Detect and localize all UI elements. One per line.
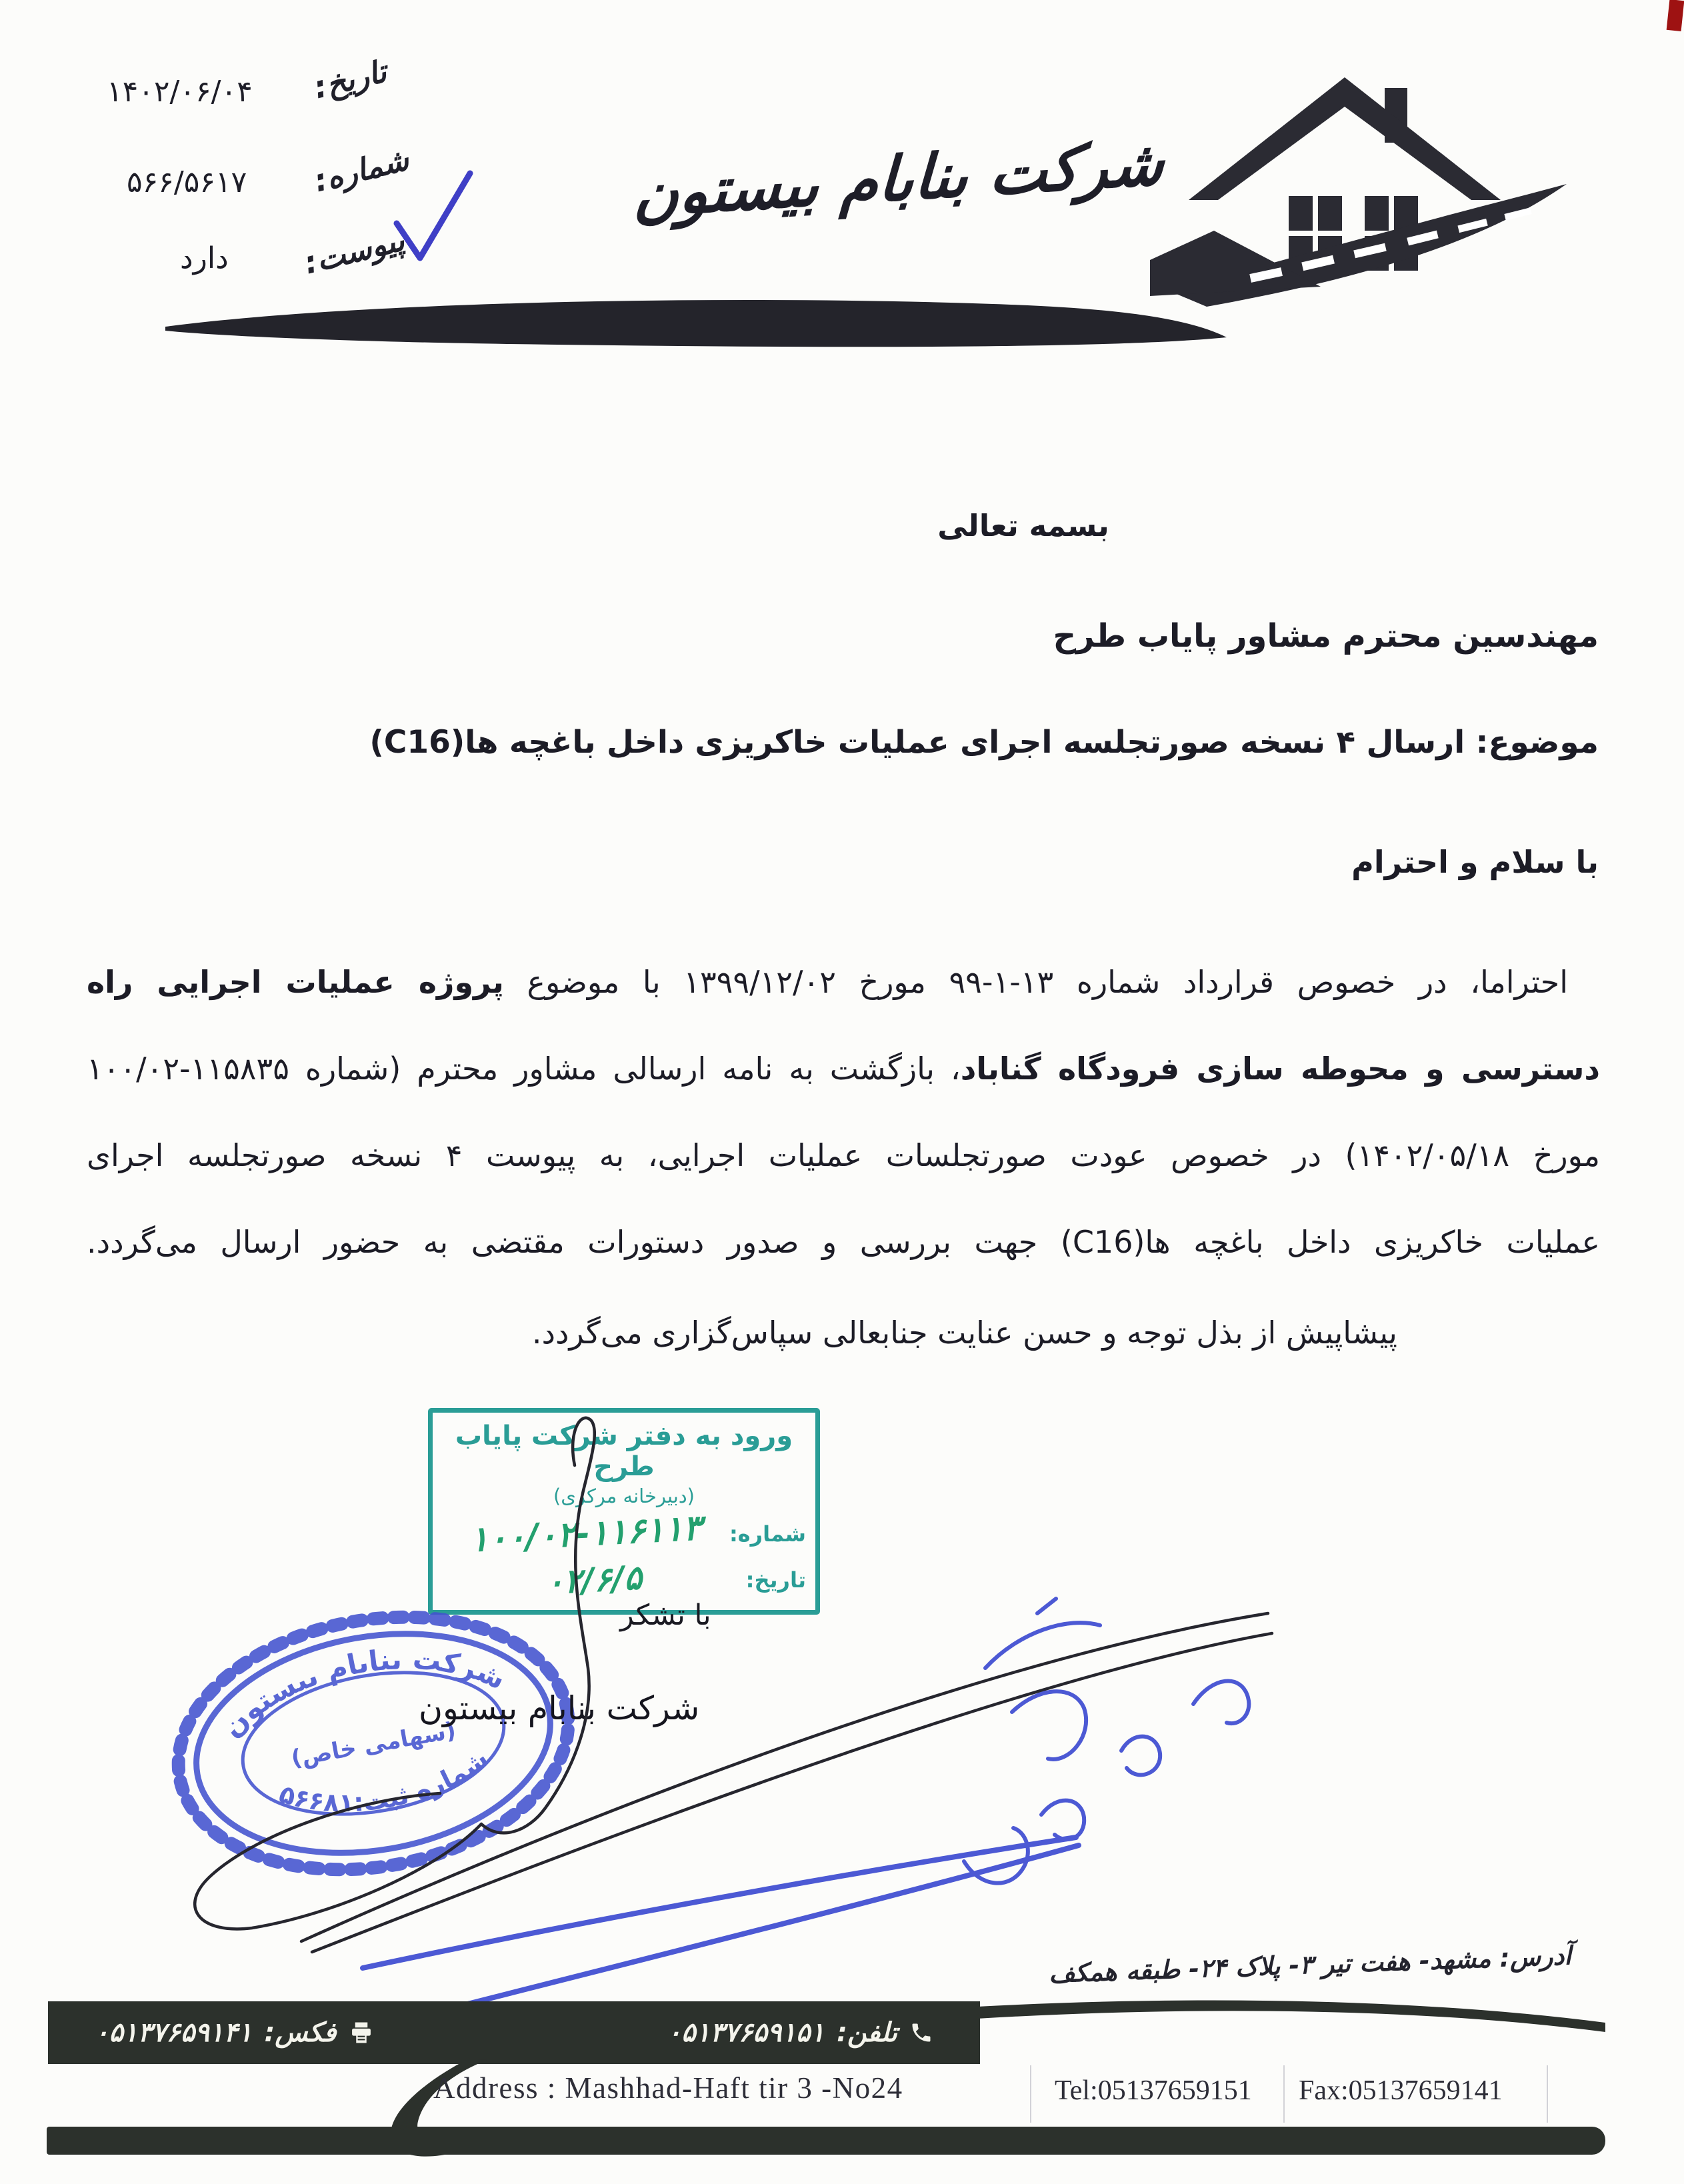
footer-divider-3	[1547, 2065, 1548, 2123]
recipient-line: مهندسین محترم مشاور پایاب طرح	[1053, 617, 1599, 655]
closing-line: پیشاپیش از بذل توجه و حسن عنایت جنابعالی سپاس‌گزاری می‌گردد.	[531, 1315, 1397, 1351]
signer-company-line: شرکت بنابام بیستون	[419, 1689, 700, 1727]
checkmark-icon	[390, 167, 477, 267]
footer-bar	[48, 2001, 980, 2064]
footer-address-en: Address : Mashhad-Haft tir 3 -No24	[433, 2071, 903, 2105]
body-line-1-text: احتراما، در خصوص قرارداد شماره ۱۳-۱-۹۹ مورخ ۱۳۹۹/۱۲/۰۲ با موضوع	[503, 964, 1569, 1000]
body-line-2-bold: دسترسی و محوطه سازی فرودگاه گناباد	[960, 1051, 1600, 1087]
number-value: ۵۶۶/۵۶۱۷	[127, 165, 247, 199]
body-line-2-text: ، بازگشت به نامه ارسالی مشاور محترم (شماره ۱۱۵۸۳۵-۱۰۰/۰۲	[87, 1051, 961, 1087]
stamp-arc-bottom: شماره ثبت:۵۶۶۸۱	[275, 1743, 494, 1818]
fax-icon	[349, 2021, 374, 2044]
entry-stamp-date-label: تاریخ:	[745, 1567, 806, 1593]
stamp-center-text: (سهامی خاص)	[289, 1717, 458, 1773]
thanks-line: با تشکر	[620, 1599, 711, 1632]
body-line-1	[87, 939, 1600, 1025]
footer-fax-en: Fax:05137659141	[1299, 2075, 1503, 2106]
blue-handwriting-note	[964, 1599, 1249, 1883]
company-oval-stamp	[153, 1593, 593, 1893]
scan-artifact-mark	[1667, 0, 1684, 31]
footer-divider-1	[1030, 2065, 1031, 2123]
attachment-label: پیوست:	[300, 221, 408, 281]
company-name: شرکت بنابام بیستون	[632, 127, 1165, 231]
footer-bar-swoosh	[977, 1999, 1607, 2040]
number-label: شماره:	[310, 141, 413, 199]
entry-stamp	[428, 1408, 820, 1615]
salutation: با سلام و احترام	[1351, 844, 1599, 880]
body-line-4: عملیات خاکریزی داخل باغچه ها(C16) جهت بررسی و صدور دستورات مقتضی به حضور ارسال می‌گردد.	[87, 1224, 1600, 1260]
date-value: ۱۴۰۲/۰۶/۰۴	[107, 75, 253, 109]
footer-tel-label: تلفن:	[836, 2017, 897, 2048]
body-line-1-bold: پروژه عملیات اجرایی راه	[87, 964, 504, 1000]
header-band	[160, 288, 1233, 355]
footer-bottom-rule	[47, 2127, 1605, 2155]
entry-stamp-subtitle: (دبیرخانه مرکزی)	[553, 1485, 695, 1507]
body-line-2	[87, 1025, 1600, 1112]
footer-fax-label: فکس:	[264, 2017, 337, 2048]
subject-line: موضوع: ارسال ۴ نسخه صورتجلسه اجرای عملیات خاکریزی داخل باغچه ها(C16)	[369, 724, 1599, 761]
footer-tel-group	[667, 2017, 933, 2048]
footer-divider-2	[1283, 2065, 1285, 2123]
footer-tel-en: Tel:05137659151	[1055, 2075, 1252, 2106]
date-label: تاریخ:	[310, 53, 390, 106]
entry-stamp-number-label: شماره:	[729, 1521, 806, 1547]
footer-address-fa: آدرس: مشهد- هفت تیر ۳- پلاک ۲۴- طبقه همکف	[1048, 1941, 1572, 1989]
attachment-value: دارد	[180, 241, 229, 275]
body-line-3: مورخ ۱۴۰۲/۰۵/۱۸) در خصوص عودت صورتجلسات عملیات اجرایی، به پیوست ۴ نسخه صورتجلسه اجرای	[87, 1137, 1600, 1173]
body-paragraph	[87, 939, 1600, 1285]
entry-stamp-number-value: ۱۰۰/۰۲-۱۱۶۱۱۳	[469, 1507, 703, 1561]
footer-tel-value: ۰۵۱۳۷۶۵۹۱۵۱	[667, 2017, 825, 2048]
footer-fax-group	[95, 2017, 374, 2048]
phone-icon	[909, 2021, 933, 2045]
footer-fax-value: ۰۵۱۳۷۶۵۹۱۴۱	[95, 2017, 253, 2048]
entry-stamp-number-row	[442, 1507, 806, 1561]
entry-stamp-date-value: ۰۲/۶/۵	[545, 1558, 643, 1602]
stamp-arc-top: شرکت بنابام بیستون	[215, 1642, 511, 1744]
besmele: بسمه تعالی	[937, 508, 1109, 543]
entry-stamp-title: ورود به دفتر شرکت پایاب طرح	[455, 1421, 793, 1482]
